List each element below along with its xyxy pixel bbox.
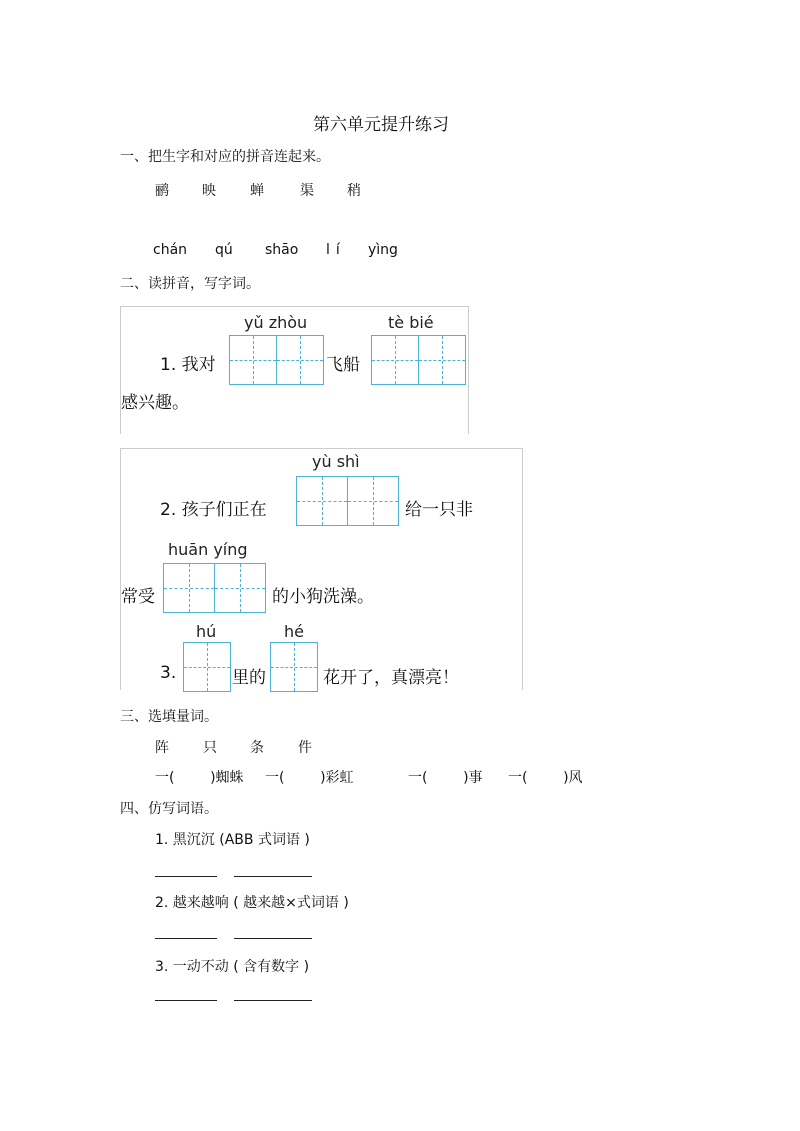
writing-cell[interactable]: [371, 335, 419, 385]
writing-cell[interactable]: [183, 642, 231, 692]
writing-cell[interactable]: [347, 476, 399, 526]
exercise-frame-top: [120, 306, 468, 307]
writing-grid[interactable]: [296, 476, 397, 526]
writing-cell[interactable]: [229, 335, 277, 385]
pinyin-label: tè bié: [388, 313, 434, 332]
pinyin-item: yìng: [368, 242, 398, 258]
sentence-text: 的小狗洗澡。: [272, 587, 374, 607]
exercise-frame: [120, 306, 121, 434]
measure-word: 件: [298, 740, 312, 756]
writing-grid[interactable]: [270, 642, 317, 692]
sentence-text: 1. 我对: [160, 355, 216, 375]
pinyin-label: yù shì: [312, 452, 360, 471]
pinyin-label: huān yíng: [168, 540, 248, 559]
writing-grid[interactable]: [163, 563, 264, 613]
exercise-frame: [120, 448, 121, 690]
pinyin-item: qú: [215, 242, 233, 258]
answer-line[interactable]: [155, 938, 217, 939]
sentence-text: 给一只非: [405, 500, 473, 520]
writing-grid[interactable]: [229, 335, 322, 385]
exercise-frame-top: [120, 448, 522, 449]
writing-cell[interactable]: [214, 563, 266, 613]
writing-cell[interactable]: [163, 563, 215, 613]
imitation-item: 2. 越来越响 ( 越来越×式词语 ): [155, 895, 349, 911]
section-1-heading: 一、把生字和对应的拼音连起来。: [120, 149, 330, 165]
imitation-item: 1. 黑沉沉 (ABB 式词语 ): [155, 832, 310, 848]
sentence-text: 花开了，真漂亮！: [323, 668, 459, 688]
char-item: 映: [202, 183, 216, 199]
sentence-text: 里的: [232, 668, 266, 688]
answer-line[interactable]: [155, 1000, 217, 1001]
section-4-heading: 四、仿写词语。: [120, 801, 218, 817]
fill-blank[interactable]: 一( )事: [408, 770, 483, 786]
fill-blank[interactable]: 一( )彩虹: [265, 770, 354, 786]
writing-grid[interactable]: [183, 642, 230, 692]
writing-cell[interactable]: [418, 335, 466, 385]
char-item: 鹂: [155, 183, 169, 199]
section-2-heading: 二、读拼音，写字词。: [120, 276, 260, 292]
pinyin-item: chán: [153, 242, 188, 258]
char-item: 蝉: [250, 183, 264, 199]
sentence-text: 2. 孩子们正在: [160, 500, 267, 520]
fill-blank[interactable]: 一( )蜘蛛: [155, 770, 244, 786]
measure-word: 只: [203, 740, 217, 756]
exercise-frame-right: [522, 448, 523, 690]
measure-word: 条: [250, 740, 264, 756]
answer-line[interactable]: [155, 876, 217, 877]
page-title: 第六单元提升练习: [313, 115, 449, 135]
imitation-item: 3. 一动不动 ( 含有数字 ): [155, 959, 310, 975]
section-3-heading: 三、选填量词。: [120, 709, 218, 725]
writing-grid[interactable]: [371, 335, 464, 385]
sentence-text: 常受: [121, 587, 155, 607]
writing-cell[interactable]: [270, 642, 318, 692]
char-item: 渠: [300, 183, 314, 199]
pinyin-item: shāo: [265, 242, 299, 258]
exercise-frame-right: [468, 306, 469, 434]
answer-line[interactable]: [234, 938, 312, 939]
sentence-text: 感兴趣。: [121, 393, 189, 413]
pinyin-label: hé: [284, 622, 304, 641]
sentence-text: 3.: [160, 663, 177, 683]
measure-word: 阵: [155, 740, 169, 756]
answer-line[interactable]: [234, 1000, 312, 1001]
pinyin-label: yǔ zhòu: [244, 313, 308, 332]
writing-cell[interactable]: [276, 335, 324, 385]
answer-line[interactable]: [234, 876, 312, 877]
fill-blank[interactable]: 一( )风: [508, 770, 583, 786]
writing-cell[interactable]: [296, 476, 348, 526]
char-item: 稍: [347, 183, 361, 199]
sentence-text: 飞船: [326, 355, 360, 375]
pinyin-item: lí: [326, 242, 346, 258]
pinyin-label: hú: [196, 622, 217, 641]
